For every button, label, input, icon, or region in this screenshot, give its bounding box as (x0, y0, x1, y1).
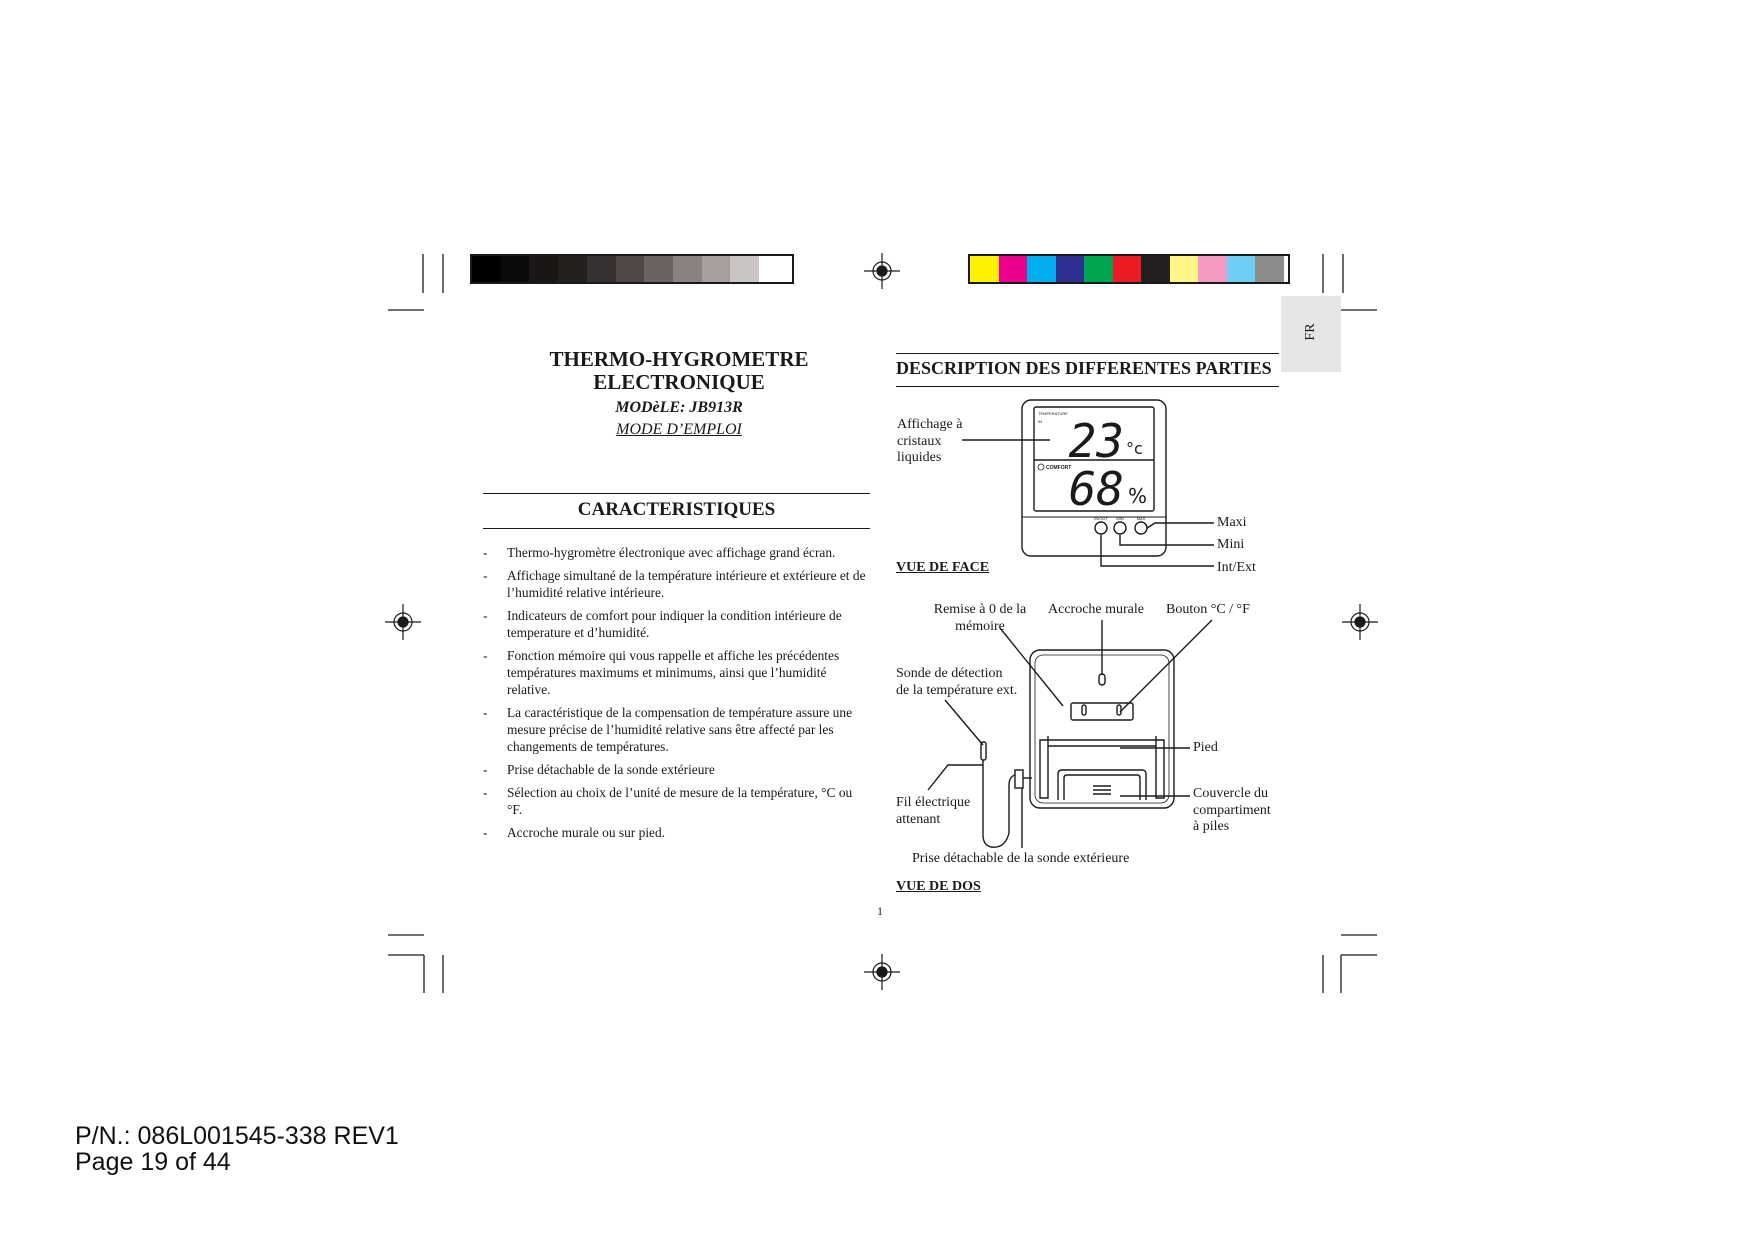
reset-label: Remise à 0 de la mémoire (933, 602, 1027, 634)
feature-item: - Indicateurs de comfort pour indiquer la condition intérieure de temperature et d’humidité. (483, 608, 842, 640)
btn-label-inout: IN/OUT (1094, 516, 1108, 521)
feature-item: - Affichage simultané de la température intérieure et extérieure et de l’humidité relative intérieure. (483, 568, 866, 600)
stand-label: Pied (1193, 740, 1218, 755)
back-button-panel (1071, 703, 1133, 720)
wire-leader-line (928, 765, 983, 790)
doc-title-line1: THERMO-HYGROMETRE (549, 347, 809, 371)
page-number: 1 (877, 904, 883, 918)
page-count: Page 19 of 44 (75, 1148, 231, 1176)
lcd-humidity-digits: 68 (1068, 462, 1124, 516)
language-tab-label: FR (1303, 323, 1318, 341)
svg-text:TEMPERATURE: TEMPERATURE (1038, 411, 1068, 416)
features-heading: CARACTERISTIQUES (577, 499, 776, 520)
sensor-plug (1015, 770, 1023, 788)
feature-item: - Sélection au choix de l’unité de mesure de la température, °C ou °F. (483, 785, 853, 817)
mini-label: Mini (1217, 537, 1245, 552)
svg-text:IN: IN (1038, 419, 1042, 424)
btn-label-max: MAX (1136, 516, 1146, 521)
sensor-leader-line (945, 700, 983, 745)
unit-button-leader-line (1120, 620, 1212, 712)
wire-label: Fil électrique attenant (896, 795, 971, 827)
btn-label-min: MIN (1116, 516, 1124, 521)
sensor-label: Sonde de détection de la température ext. (896, 666, 1018, 698)
feature-item: - Accroche murale ou sur pied. (483, 825, 666, 840)
lcd-temperature-digits: 23 (1068, 414, 1124, 468)
sensor-cable (983, 760, 1015, 847)
plug-label: Prise détachable de la sonde extérieure (912, 851, 1130, 866)
feature-item: - Fonction mémoire qui vous rappelle et affiche les précédentes températures maximums et minimums, ainsi que l’humidité relative. (483, 648, 840, 697)
feature-item: - Thermo-hygromètre électronique avec affichage grand écran. (483, 545, 836, 560)
lcd-comfort-label: COMFORT (1046, 465, 1072, 471)
front-view-caption: VUE DE FACE (896, 560, 990, 575)
intext-label: Int/Ext (1217, 560, 1256, 575)
manual-line: MODE D’EMPLOI (616, 421, 742, 438)
hook-slot (1099, 674, 1105, 685)
lcd-humidity-unit: % (1128, 484, 1148, 508)
footer (75, 1123, 399, 1175)
lcd-temperature-unit: °c (1126, 439, 1143, 458)
hook-label: Accroche murale (1048, 602, 1144, 617)
unit-button-label: Bouton °C / °F (1166, 602, 1250, 617)
feature-item: - La caractéristique de la compensation de température assure une mesure précise de l’humidité relative sans être affecté par les changements de températures. (483, 705, 853, 754)
model-line: MODèLE: JB913R (615, 399, 743, 416)
part-number: P/N.: 086L001545-338 REV1 (75, 1122, 399, 1150)
sensor-probe (981, 742, 986, 760)
doc-title-line2: ELECTRONIQUE (593, 370, 765, 394)
back-view-caption: VUE DE DOS (896, 879, 981, 894)
description-heading: DESCRIPTION DES DIFFERENTES PARTIES (896, 358, 1272, 378)
feature-item: - Prise détachable de la sonde extérieure (483, 762, 715, 777)
maxi-label: Maxi (1217, 515, 1247, 530)
battery-label: Couvercle du compartiment à piles (1193, 786, 1271, 834)
lcd-label: Affichage à cristaux liquides (897, 417, 963, 465)
